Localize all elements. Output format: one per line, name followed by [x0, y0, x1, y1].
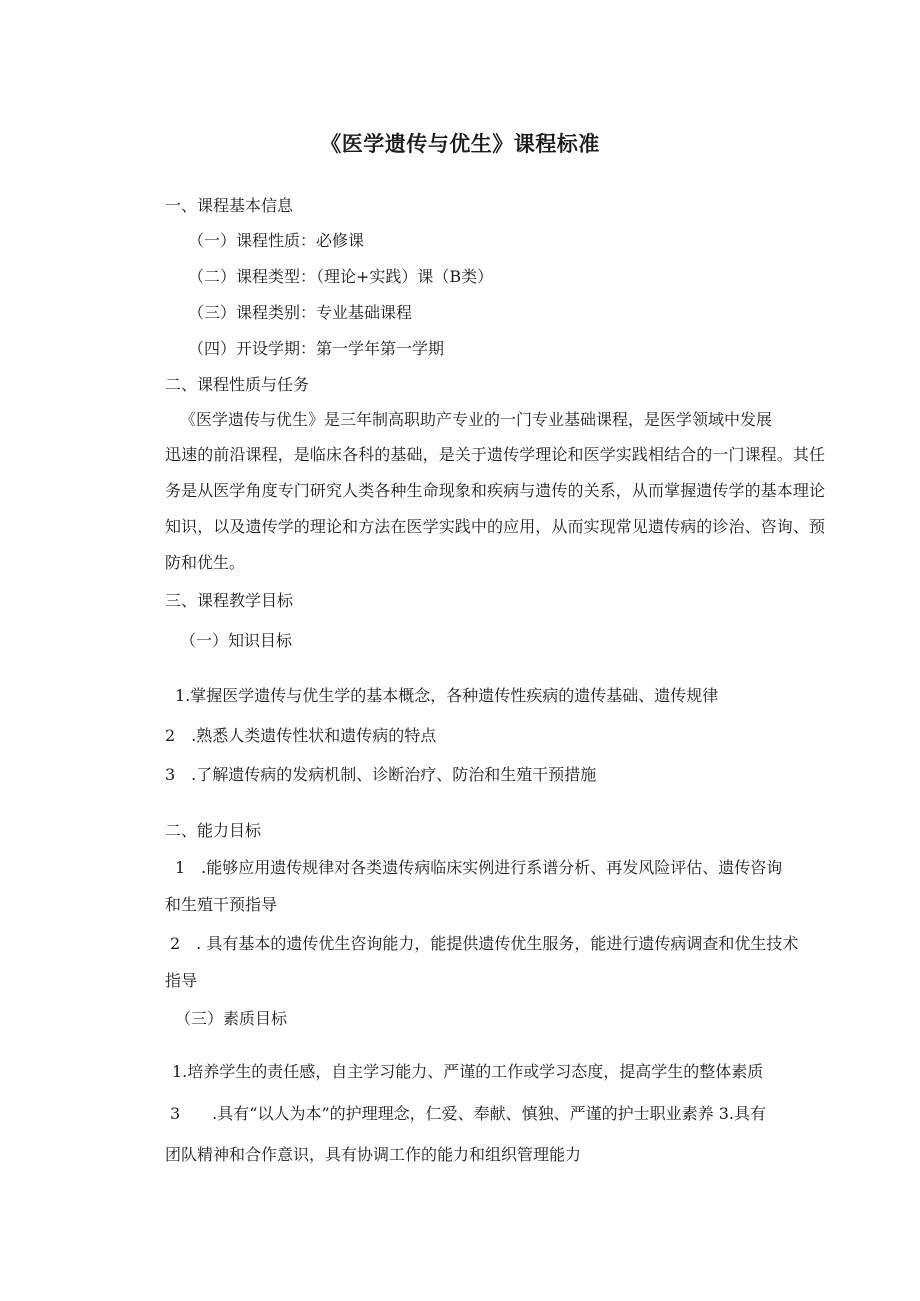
quality-goal-heading: （三）素质目标	[175, 1009, 288, 1028]
course-type-item: （二）课程类型：（理论+实践）课（B类）	[188, 267, 494, 286]
course-semester-item: （四）开设学期：第一学年第一学期	[188, 339, 445, 358]
section-2-paragraph-line1: 《医学遗传与优生》是三年制高职助产专业的一门专业基础课程，是医学领域中发展	[180, 410, 773, 429]
section-1-heading: 一、课程基本信息	[165, 196, 294, 215]
section-3-heading: 三、课程教学目标	[165, 591, 294, 610]
section-2-heading: 二、课程性质与任务	[165, 375, 310, 394]
knowledge-goal-item-2: 2 .熟悉人类遗传性状和遗传病的特点	[165, 726, 437, 745]
course-category-item: （三）课程类别：专业基础课程	[188, 303, 413, 322]
ability-goal-item-2-line1: 2 . 具有基本的遗传优生咨询能力，能提供遗传优生服务，能进行遗传病调查和优生技术	[170, 934, 799, 953]
knowledge-goal-item-1: 1.掌握医学遗传与优生学的基本概念，各种遗传性疾病的遗传基础、遗传规律	[175, 686, 719, 705]
knowledge-goal-heading: （一）知识目标	[180, 631, 293, 650]
knowledge-goal-item-3: 3 .了解遗传病的发病机制、诊断治疗、防治和生殖干预措施	[165, 765, 597, 784]
quality-goal-item-1: 1.培养学生的责任感，自主学习能力、严谨的工作或学习态度，提高学生的整体素质	[172, 1062, 764, 1081]
section-2-paragraph-body: 迅速的前沿课程，是临床各科的基础，是关于遗传学理论和医学实践相结合的一门课程。其任务是从医学角度专门研究人类各种生命现象和疾病与遗传的关系，从而掌握遗传学的基本理论知识，以及遗传学的理论和方法在医学实践中的应用，从而实现常见遗传病的诊治、咨询、预防和优生。	[165, 445, 825, 572]
course-nature-item: （一）课程性质：必修课	[188, 231, 365, 250]
ability-goal-heading: 二、能力目标	[165, 821, 262, 840]
ability-goal-item-1-line1: 1 .能够应用遗传规律对各类遗传病临床实例进行系谱分析、再发风险评估、遗传咨询	[175, 858, 783, 877]
quality-goal-item-2-line1: 3 .具有“以人为本”的护理理念，仁爱、奉献、慎独、严谨的护士职业素养 3.具有	[170, 1104, 766, 1123]
quality-goal-item-2-line2: 团队精神和合作意识，具有协调工作的能力和组织管理能力	[165, 1145, 582, 1164]
ability-goal-item-1-line2: 和生殖干预指导	[165, 895, 278, 914]
ability-goal-item-2-line2: 指导	[165, 971, 198, 990]
document-title: 《医学遗传与优生》课程标准	[320, 132, 600, 156]
